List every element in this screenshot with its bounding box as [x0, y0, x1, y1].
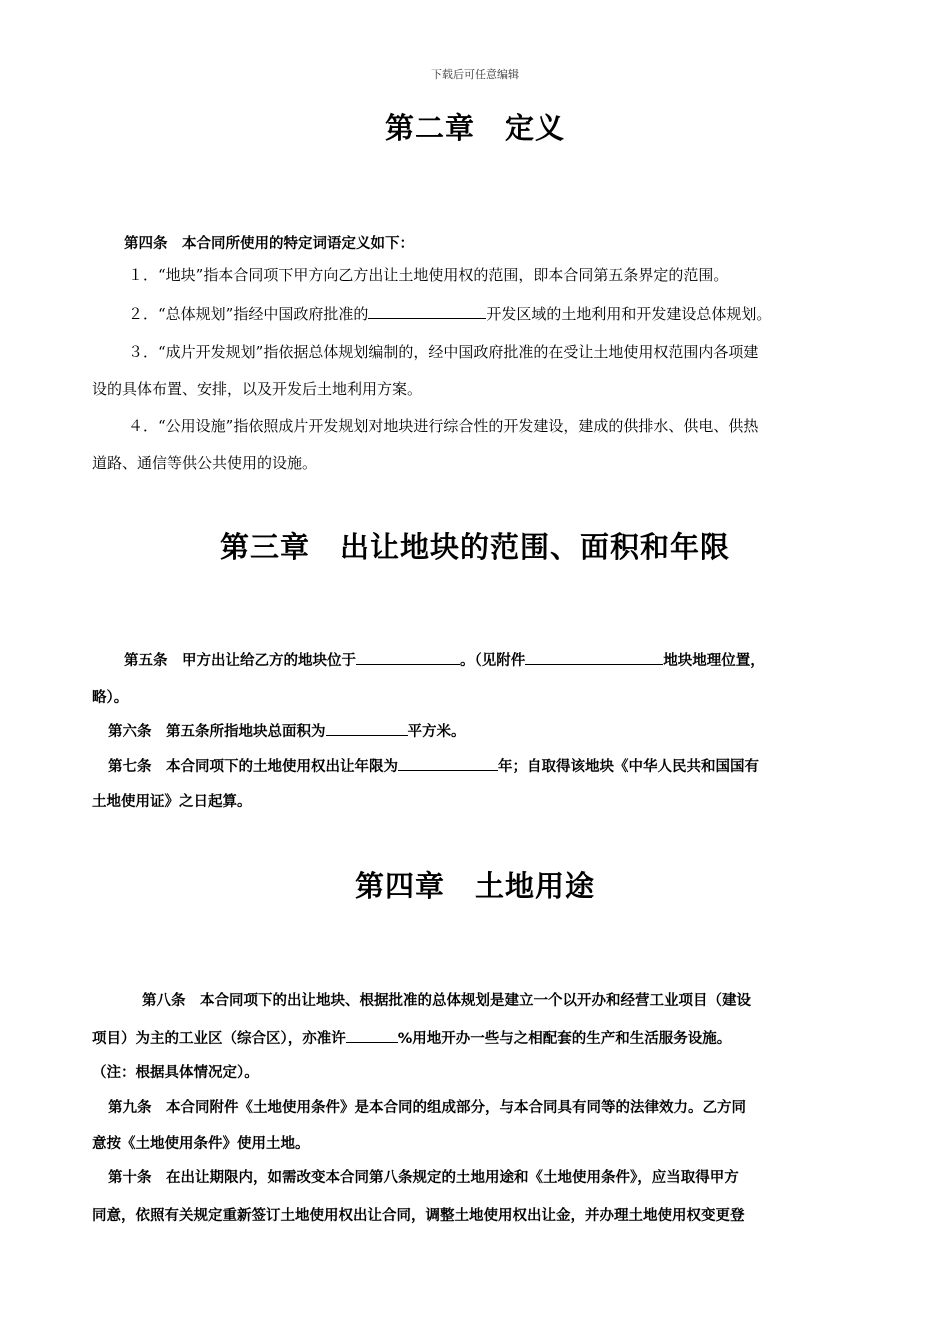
article-7-line2: 土地使用证》之日起算。 — [92, 794, 252, 810]
blank-field — [326, 721, 408, 736]
definition-2: ２．“总体规划”指经中国政府批准的 开发区域的土地利用和开发建设总体规划。 — [128, 305, 772, 323]
definition-4-line2: 道路、通信等供公共使用的设施。 — [92, 454, 318, 472]
article-9-line1: 第九条 本合同附件《土地使用条件》是本合同的组成部分，与本合同具有同等的法律效力。乙方同 — [108, 1100, 746, 1116]
blank-field — [525, 650, 663, 665]
definition-3-line1: ３．“成片开发规划”指依据总体规划编制的，经中国政府批准的在受让土地使用权范围内各项建 — [128, 343, 759, 361]
article-10-line2: 同意，依照有关规定重新签订土地使用权出让合同，调整土地使用权出让金，并办理土地使用权变更登 — [92, 1208, 745, 1224]
article-8-line3: （注：根据具体情况定）。 — [92, 1065, 259, 1081]
article-4-title: 第四条 本合同所使用的特定词语定义如下： — [124, 236, 414, 252]
blank-field — [398, 756, 498, 771]
definition-3-line2: 设的具体布置、安排，以及开发后土地利用方案。 — [92, 380, 423, 398]
chapter-3-title: 第三章 出让地块的范围、面积和年限 — [219, 530, 730, 564]
header-note: 下载后可任意编辑 — [431, 68, 519, 81]
blank-field — [368, 304, 486, 319]
article-10-line1: 第十条 在出让期限内，如需改变本合同第八条规定的土地用途和《土地使用条件》，应当取得甲方 — [108, 1170, 739, 1186]
definition-4-line1: ４．“公用设施”指依照成片开发规划对地块进行综合性的开发建设，建成的供排水、供电、供热 — [128, 417, 759, 435]
article-7-line1: 第七条 本合同项下的土地使用权出让年限为 年；自取得该地块《中华人民共和国国有 — [108, 756, 759, 777]
article-9-line2: 意按《土地使用条件》使用土地。 — [92, 1136, 310, 1152]
blank-field — [356, 650, 460, 665]
definition-1: １．“地块”指本合同项下甲方向乙方出让土地使用权的范围，即本合同第五条界定的范围。 — [128, 266, 729, 284]
chapter-4-title: 第四章 土地用途 — [354, 869, 595, 903]
blank-field — [346, 1028, 398, 1043]
article-8-line1: 第八条 本合同项下的出让地块、根据批准的总体规划是建立一个以开办和经营工业项目（建设 — [142, 993, 751, 1009]
article-8-line2: 项目）为主的工业区（综合区），亦准许 %用地开办一些与之相配套的生产和生活服务设施。 — [92, 1028, 731, 1049]
article-5-line1: 第五条 甲方出让给乙方的地块位于 。（见附件 地块地理位置， — [124, 650, 765, 671]
article-5-line2: 略）。 — [92, 690, 129, 706]
article-6: 第六条 第五条所指地块总面积为 平方米。 — [108, 721, 466, 742]
chapter-2-title: 第二章 定义 — [384, 111, 565, 145]
